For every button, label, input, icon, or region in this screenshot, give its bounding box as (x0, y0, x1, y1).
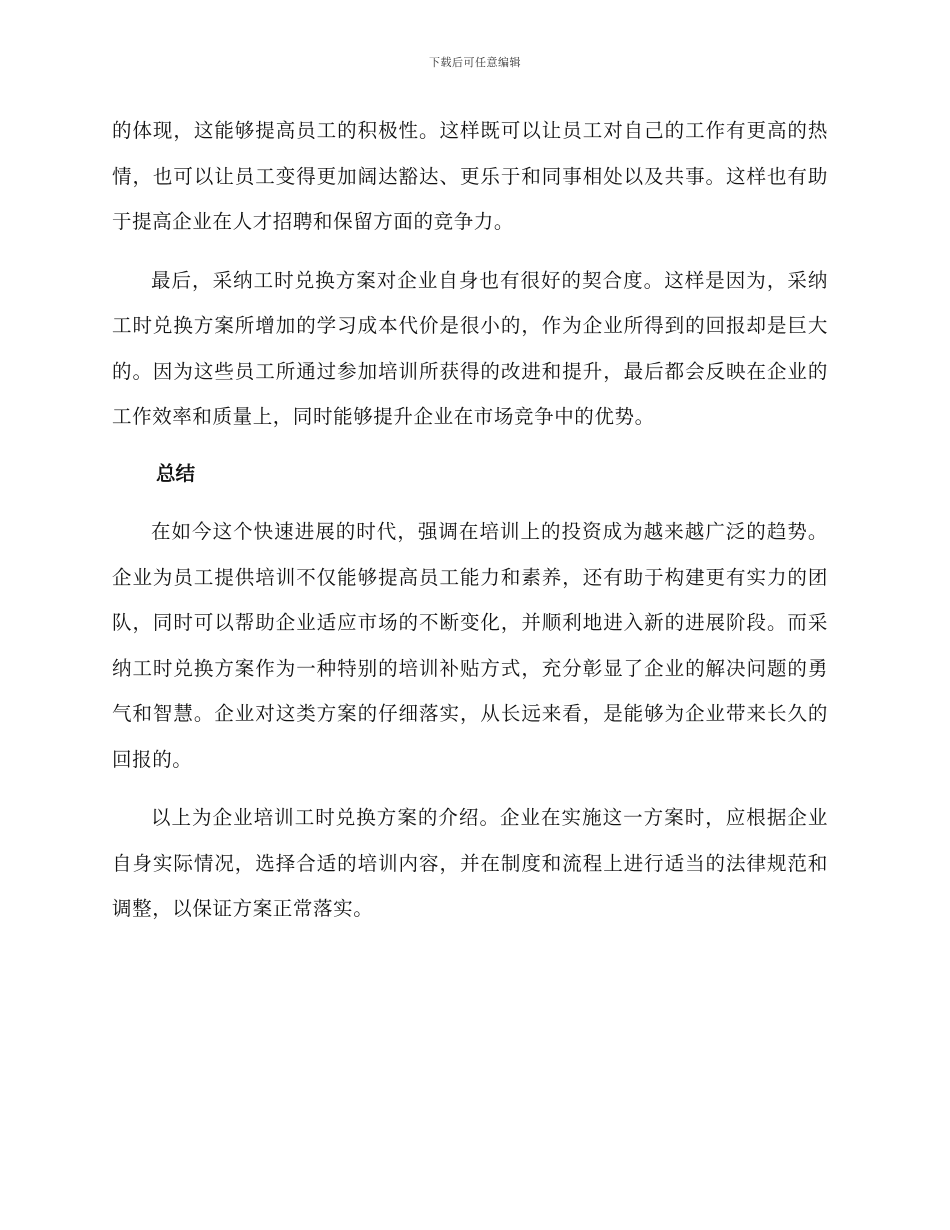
section-heading: 总结 (156, 461, 196, 485)
body-paragraph: 的体现，这能够提高员工的积极性。这样既可以让员工对自己的工作有更高的热情，也可以让员工变得更加阔达豁达、更乐于和同事相处以及共事。这样也有助于提高企业在人才招聘和保留方面的竞争力。 (112, 119, 828, 233)
body-paragraph: 最后，采纳工时兑换方案对企业自身也有很好的契合度。这样是因为，采纳工时兑换方案所增加的学习成本代价是很小的，作为企业所得到的回报却是巨大的。因为这些员工所通过参加培训所获得的改进和提升，最后都会反映在企业的工作效率和质量上，同时能够提升企业在市场竞争中的优势。 (112, 268, 828, 428)
header-note: 下载后可任意编辑 (429, 56, 521, 69)
document-body (112, 108, 828, 932)
summary-paragraph: 以上为企业培训工时兑换方案的介绍。企业在实施这一方案时，应根据企业自身实际情况，选择合适的培训内容，并在制度和流程上进行适当的法律规范和调整，以保证方案正常落实。 (112, 806, 828, 920)
summary-paragraph: 在如今这个快速进展的时代，强调在培训上的投资成为越来越广泛的趋势。企业为员工提供培训不仅能够提高员工能力和素养，还有助于构建更有实力的团队，同时可以帮助企业适应市场的不断变化，并顺利地进入新的进展阶段。而采纳工时兑换方案作为一种特别的培训补贴方式，充分彰显了企业的解决问题的勇气和智慧。企业对这类方案的仔细落实，从长远来看，是能够为企业带来长久的回报的。 (112, 520, 828, 771)
